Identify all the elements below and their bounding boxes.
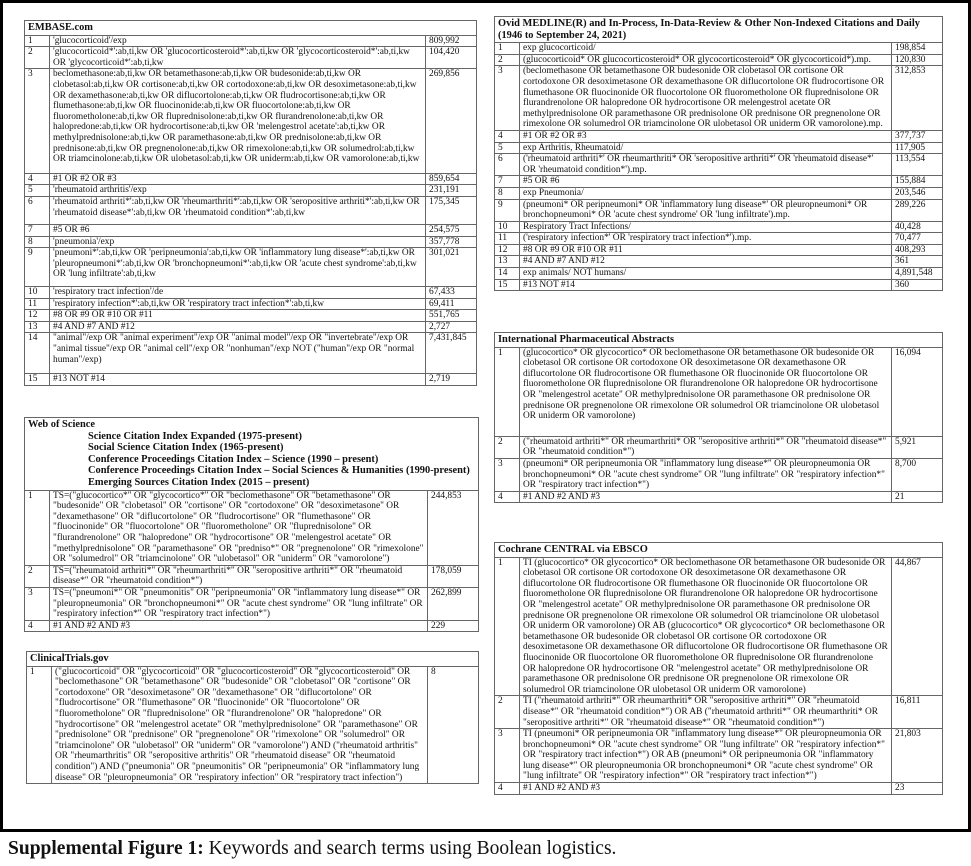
step-number: 14 [495,268,520,280]
table-row [495,66,943,131]
database-name: Cochrane CENTRAL via EBSCO [498,544,648,555]
step-number: 2 [25,565,50,587]
result-count: 360 [892,279,943,291]
result-count: 859,654 [426,173,477,185]
step-number: 12 [495,244,520,256]
caption-label: Supplemental Figure 1: [8,838,204,859]
result-count: 104,420 [426,47,477,69]
search-query: (pneumoni* OR peripneumoni* OR 'inflammatory lung disease*' OR pleuropneumoni* OR bronchopneumoni* OR 'acute chest syndrome' OR 'lung infiltrate').mp. [520,199,892,221]
result-count: 4,891,548 [892,268,943,280]
step-number: 1 [495,347,520,436]
step-number: 3 [25,69,50,173]
result-count: 23 [892,783,943,795]
table-title [495,17,943,43]
result-count: 16,094 [892,347,943,436]
search-query: TS=("glucocortico*" OR "glycocortico*" OR "beclomethasone" OR "betamethasone" OR "budesonide" OR "clobetasol" OR "cortisone" OR "cortodoxone" OR "desoximetasone" OR "dexamethasone" OR "diflucortolone" OR "fludrocortisone" OR "flumethasone" OR "fluocinonide" OR "fluocortolone" OR "fluorometholone" OR "fluprednisolone" OR "flurandrenolone" OR "halopredone" OR "hydrocortisone" OR "melengestrol acetate" OR "methylprednisolone" OR "paramethasone" OR "predniso*" OR "pregnenolone" OR "rimexolone" OR "solumedrol" OR "triamcinolone" OR "ulobetasol" OR "uniderm" OR "vamorolone") [50,490,428,565]
step-number: 2 [495,696,520,729]
result-count: 21,803 [892,729,943,783]
result-count: 155,884 [892,176,943,188]
search-query: 'glucocorticoid'/exp [50,35,426,47]
result-count: 231,191 [426,185,477,197]
search-query: ('rheumatoid arthriti*' OR rheumarthriti* OR 'seropositive arthriti*' OR 'rheumatoid disease*' OR 'rheumatoid condition*').mp. [520,154,892,176]
table-row [25,565,479,587]
result-count: 254,575 [426,225,477,237]
table-row [495,557,943,696]
search-query: 'rheumatoid arthritis'/exp [50,185,426,197]
table-row [25,196,477,224]
table-row [495,176,943,188]
step-number: 1 [495,43,520,55]
search-query: 'pneumoni*':ab,ti,kw OR 'peripneumonia':ab,ti,kw OR 'inflammatory lung disease*':ab,ti,kw OR 'pleuropneumoni*':ab,ti,kw OR 'bronchopneumoni*':ab,ti,kw OR 'acute chest syndrome':ab,ti,kw OR 'lung infiltrate':ab,ti,kw [50,248,426,287]
table-row [495,54,943,66]
search-table-embase [24,20,477,386]
result-count: 203,546 [892,187,943,199]
search-query: 'respiratory infection*':ab,ti,kw OR 'respiratory tract infection*':ab,ti,kw [50,298,426,310]
result-count: 551,765 [426,310,477,322]
table-row [495,458,943,491]
search-query: (glucocortico* OR glycocortico* OR beclomethasone OR betamethasone OR budesonide OR clobetasol OR cortisone OR cortodoxone OR desoximetasone OR dexamethasone OR diflucortolone OR fludrocortisone OR flumethasone OR fluocinonide OR fluocortolone OR fluorometholone OR fluprednisolone OR flurandrenolone OR halopredone OR hydrocortisone OR "melengestrol acetate" OR methylprednisolone OR paramethasone OR prednisolone OR prednisone OR pregnenolone OR rimexolone OR solumedrol OR triamcinolone OR ulobetasol OR uniderm OR vamorolone) [520,347,892,436]
result-count: 178,059 [428,565,479,587]
step-number: 2 [25,47,50,69]
step-number: 1 [25,490,50,565]
table-row [495,696,943,729]
database-index: Social Science Citation Index (1965-present) [88,442,284,454]
search-query: #13 NOT #14 [520,279,892,291]
table-row [25,35,477,47]
step-number: 11 [25,298,50,310]
search-query: #13 NOT #14 [50,374,426,386]
table-row [25,587,479,620]
step-number: 5 [495,142,520,154]
result-count: 7,431,845 [426,333,477,374]
result-count: 198,854 [892,43,943,55]
table-row [495,142,943,154]
table-row [25,236,477,248]
step-number: 14 [25,333,50,374]
step-number: 11 [495,233,520,245]
result-count: 175,345 [426,196,477,224]
step-number: 15 [25,374,50,386]
step-number: 4 [495,130,520,142]
step-number: 6 [495,154,520,176]
step-number: 7 [495,176,520,188]
search-query: (glucocorticoid* OR glucocorticosteroid* OR glycocorticosteroid* OR glycocorticoid*).mp. [520,54,892,66]
step-number: 13 [495,256,520,268]
result-count: 361 [892,256,943,268]
result-count: 8,700 [892,458,943,491]
table-row [25,321,477,333]
database-index: Conference Proceedings Citation Index – Science (1990 – present) [88,453,379,465]
search-query: TI (pneumoni* OR peripneumonia OR "inflammatory lung disease*" OR pleuropneumonia OR bronchopneumoni* OR "acute chest syndrome" OR "lung infiltrate" OR "respiratory infection*" OR "respiratory tract infection*") OR AB (pneumoni* OR peripneumonia OR "inflammatory lung disease*" OR pleuropneumonia OR bronchopneumoni* OR "acute chest syndrome" OR "lung infiltrate" OR "respiratory infection*" OR "respiratory tract infection*") [520,729,892,783]
table-row [27,666,479,784]
search-query: TS=("pneumoni*" OR "pneumonitis" OR "peripneumonia" OR "inflammatory lung disease*" OR "pleuropneumonia" OR "bronchopneumoni*" OR "acute chest syndrome" OR "lung infiltrate" OR "respiratory infection*" OR "respiratory tract infection*") [50,587,428,620]
table-row [25,47,477,69]
search-query: exp animals/ NOT humans/ [520,268,892,280]
search-query: exp Arthritis, Rheumatoid/ [520,142,892,154]
search-table-ct [26,651,479,784]
table-row [495,256,943,268]
step-number: 10 [25,287,50,299]
search-query: exp Pneumonia/ [520,187,892,199]
step-number: 4 [25,173,50,185]
step-number: 1 [27,666,52,784]
result-count: 5,921 [892,436,943,458]
result-count: 289,226 [892,199,943,221]
search-query: #1 AND #2 AND #3 [520,491,892,503]
step-number: 15 [495,279,520,291]
caption-text: Keywords and search terms using Boolean logistics. [203,838,617,859]
result-count: 809,992 [426,35,477,47]
table-row [25,173,477,185]
result-count: 408,293 [892,244,943,256]
search-table-ipa [494,332,943,503]
step-number: 2 [495,436,520,458]
step-number: 3 [25,587,50,620]
result-count: 40,428 [892,221,943,233]
table-title [27,652,479,667]
table-row [495,187,943,199]
search-query: #8 OR #9 OR #10 OR #11 [520,244,892,256]
step-number: 4 [495,783,520,795]
search-table-ovid [494,16,943,291]
result-count: 301,021 [426,248,477,287]
search-query: TI (glucocortico* OR glycocortico* OR beclomethasone OR betamethasone OR budesonide OR clobetasol OR cortisone OR cortodoxone OR desoximetasone OR dexamethasone OR diflucortolone OR fludrocortisone OR flumethasone OR fluocinonide OR fluocortolone OR fluorometholone OR fluprednisolone OR flurandrenolone OR halopredone OR hydrocortisone OR "melengestrol acetate" OR methylprednisolone OR paramethasone OR prednisolone OR prednisone OR pregnenolone OR rimexolone OR solumedrol OR triamcinolone OR ulobetasol OR uniderm OR vamorolone) OR AB (glucocortico* OR glycocortico* OR beclomethasone OR betamethasone OR budesonide OR clobetasol OR cortisone OR cortodoxone OR desoximetasone OR dexamethasone OR diflucortolone OR fludrocortisone OR flumethasone OR fluocinonide OR fluocortolone OR fluorometholone OR fluprednisolone OR flurandrenolone OR halopredone OR hydrocortisone OR "melengestrol acetate" OR methylprednisolone OR paramethasone OR prednisolone OR prednisone OR pregnenolone OR rimexolone OR solumedrol OR triamcinolone OR ulobetasol OR uniderm OR vamorolone) [520,557,892,696]
result-count: 229 [428,620,479,632]
step-number: 13 [25,321,50,333]
search-query: #1 AND #2 AND #3 [50,620,428,632]
step-number: 6 [25,196,50,224]
search-query: 'glucocorticoid*':ab,ti,kw OR 'glucocorticosteroid*':ab,ti,kw OR 'glycocorticosteroid*':ab,ti,kw OR 'glycocorticoid*':ab,ti,kw [50,47,426,69]
table-row [25,185,477,197]
search-query: #1 AND #2 AND #3 [520,783,892,795]
search-query: beclomethasone:ab,ti,kw OR betamethasone:ab,ti,kw OR budesonide:ab,ti,kw OR clobetasol:ab,ti,kw OR cortisone:ab,ti,kw OR cortodoxone:ab,ti,kw OR desoximetasone:ab,ti,kw OR dexamethasone:ab,ti,kw OR diflucortolone:ab,ti,kw OR fludrocortisone:ab,ti,kw OR flumethasone:ab,ti,kw OR fluocinonide:ab,ti,kw OR fluocortolone:ab,ti,kw OR fluorometholone:ab,ti,kw OR fluprednisolone:ab,ti,kw OR flurandrenolone:ab,ti,kw OR halopredone:ab,ti,kw OR hydrocortisone:ab,ti,kw OR 'melengestrol acetate':ab,ti,kw OR methylprednisolone:ab,ti,kw OR paramethasone:ab,ti,kw OR prednisolone:ab,ti,kw OR prednisone:ab,ti,kw OR pregnenolone:ab,ti,kw OR rimexolone:ab,ti,kw OR solumedrol:ab,ti,kw OR triamcinolone:ab,ti,kw OR ulobetasol:ab,ti,kw OR uniderm:ab,ti,kw OR vamorolone:ab,ti,kw [50,69,426,173]
search-query: #4 AND #7 AND #12 [50,321,426,333]
database-index: Emerging Sources Citation Index (2015 – present) [88,476,310,488]
result-count: 113,554 [892,154,943,176]
search-query: TI ("rheumatoid arthriti*" OR rheumarthriti* OR "seropositive arthriti*" OR "rheumatoid disease*" OR "rheumatoid condition*") OR AB ("rheumatoid arthriti*" OR rheumarthriti* OR "seropositive arthriti*" OR "rheumatoid disease*" OR "rheumatoid condition*") [520,696,892,729]
table-row [495,347,943,436]
table-row [25,248,477,287]
step-number: 4 [495,491,520,503]
step-number: 2 [495,54,520,66]
table-row [495,783,943,795]
search-table-wos [24,417,479,632]
step-number: 10 [495,221,520,233]
step-number: 3 [495,458,520,491]
step-number: 7 [25,225,50,237]
result-count: 120,830 [892,54,943,66]
search-query: #1 OR #2 OR #3 [520,130,892,142]
search-query: #5 OR #6 [520,176,892,188]
result-count: 16,811 [892,696,943,729]
search-query: (beclomethasone OR betamethasone OR budesonide OR clobetasol OR cortisone OR cortodoxone OR desoximetasone OR dexamethasone OR diflucortolone OR fludrocortisone OR flumethasone OR fluocinonide OR fluocortolone OR fluorometholone OR fluprednisolone OR flurandrenolone OR halopredone OR hydrocortisone OR melengestrol acetate OR methylprednisolone OR paramethasone OR prednisolone OR prednisone OR pregnenolone OR rimexolone OR solumedrol OR triamcinolone OR ulobetasol OR uniderm OR vamorolone).mp. [520,66,892,131]
database-name: International Pharmaceutical Abstracts [498,334,675,345]
search-query: ('respiratory infection*' OR 'respiratory tract infection*').mp. [520,233,892,245]
table-row [25,298,477,310]
database-name: EMBASE.com [28,22,93,33]
table-row [25,490,479,565]
result-count: 67,433 [426,287,477,299]
table-row [495,199,943,221]
step-number: 1 [495,557,520,696]
table-row [25,69,477,173]
figure-caption [8,838,616,860]
table-row [495,491,943,503]
result-count: 44,867 [892,557,943,696]
step-number: 8 [495,187,520,199]
table-row [495,729,943,783]
search-query: 'rheumatoid arthriti*':ab,ti,kw OR 'rheumarthriti*':ab,ti,kw OR 'seropositive arthriti*':ab,ti,kw OR 'rheumatoid disease*':ab,ti,kw OR 'rheumatoid condition*':ab,ti,kw [50,196,426,224]
table-row [495,221,943,233]
result-count: 2,727 [426,321,477,333]
result-count: 8 [428,666,479,784]
step-number: 8 [25,236,50,248]
table-title [25,21,477,36]
table-row [495,43,943,55]
step-number: 4 [25,620,50,632]
step-number: 3 [495,729,520,783]
database-index: Conference Proceedings Citation Index – Social Sciences & Humanities (1990-present) [88,465,470,477]
database-name: Web of Science [28,419,95,430]
search-query: #8 OR #9 OR #10 OR #11 [50,310,426,322]
database-index: Science Citation Index Expanded (1975-present) [88,430,302,442]
table-title [495,543,943,558]
result-count: 262,899 [428,587,479,620]
search-query: 'respiratory tract infection'/de [50,287,426,299]
database-name: ClinicalTrials.gov [30,653,109,664]
search-query: #4 AND #7 AND #12 [520,256,892,268]
result-count: 117,905 [892,142,943,154]
result-count: 244,853 [428,490,479,565]
table-row [495,436,943,458]
table-row [25,620,479,632]
search-query: #1 OR #2 OR #3 [50,173,426,185]
step-number: 5 [25,185,50,197]
search-query: 'pneumonia'/exp [50,236,426,248]
table-row [25,225,477,237]
table-row [25,374,477,386]
result-count: 70,477 [892,233,943,245]
search-query: ("glucocorticoid" OR "glycocorticoid" OR "glucocorticosteroid" OR "glycocorticosteroid" OR "beclomethasone" OR "betamethasone" OR "budesonide" OR "clobetasol" OR "cortisone" OR "cortodoxone" OR "desoximetasone" OR "dexamethasone" OR "diflucortolone" OR "fludrocortisone" OR "flumethasone" OR "fluocinonide" OR "fluocortolone" OR "fluorometholone" OR "fluprednisolone" OR "flurandrenolone" OR "halopredone" OR "hydrocortisone" OR "melengestrol acetate" OR "methylprednisolone" OR "paramethasone" OR "prednisolone" OR "prednisone" OR "pregnenolone" OR "rimexolone" OR "solumedrol" OR "triamcinolone" OR "ulobetasol" OR "uniderm" OR "vamorolone") AND ("rheumatoid arthritis" OR "rheumarthritis" OR "seropositive arthritis" OR "rheumatoid disease" OR "rheumatoid condition") AND ("pneumonia" OR "pneumonitis" OR "peripneumonia" OR "inflammatory lung disease" OR "pleuropneumonia" OR "respiratory infection" OR "respiratory tract infection") [52,666,428,784]
table-title [25,418,479,491]
step-number: 9 [25,248,50,287]
search-query: #5 OR #6 [50,225,426,237]
result-count: 377,737 [892,130,943,142]
result-count: 2,719 [426,374,477,386]
table-row [495,279,943,291]
table-title [495,333,943,348]
search-query: exp glucocorticoid/ [520,43,892,55]
result-count: 21 [892,491,943,503]
result-count: 312,853 [892,66,943,131]
table-row [495,233,943,245]
table-row [495,130,943,142]
table-row [25,333,477,374]
step-number: 1 [25,35,50,47]
database-name: Ovid MEDLINE(R) and In-Process, In-Data-Review & Other Non-Indexed Citations and Daily (1946 to September 24, 2021) [498,18,920,41]
table-row [495,244,943,256]
search-query: Respiratory Tract Infections/ [520,221,892,233]
table-row [25,287,477,299]
search-table-cochrane [494,542,943,795]
result-count: 269,856 [426,69,477,173]
step-number: 12 [25,310,50,322]
step-number: 9 [495,199,520,221]
search-query: "animal"/exp OR "animal experiment"/exp OR "animal model"/exp OR "invertebrate"/exp OR "animal tissue"/exp OR "animal cell"/exp OR "nonhuman"/exp NOT ("human"/exp OR "normal human"/exp) [50,333,426,374]
result-count: 357,778 [426,236,477,248]
step-number: 3 [495,66,520,131]
search-query: (pneumoni* OR peripneumonia OR "inflammatory lung disease*" OR pleuropneumonia OR bronchopneumoni* OR "acute chest syndrome" OR "lung infiltrate" OR "respiratory infection*" OR "respiratory tract infection*") [520,458,892,491]
search-query: TS=("rheumatoid arthriti*" OR "rheumarthriti*" OR "seropositive arthriti*" OR "rheumatoid disease*" OR "rheumatoid condition*") [50,565,428,587]
search-query: ("rheumatoid arthriti*" OR rheumarthriti* OR "seropositive arthriti*" OR "rheumatoid disease*" OR "rheumatoid condition*") [520,436,892,458]
table-row [495,268,943,280]
table-row [25,310,477,322]
table-row [495,154,943,176]
result-count: 69,411 [426,298,477,310]
